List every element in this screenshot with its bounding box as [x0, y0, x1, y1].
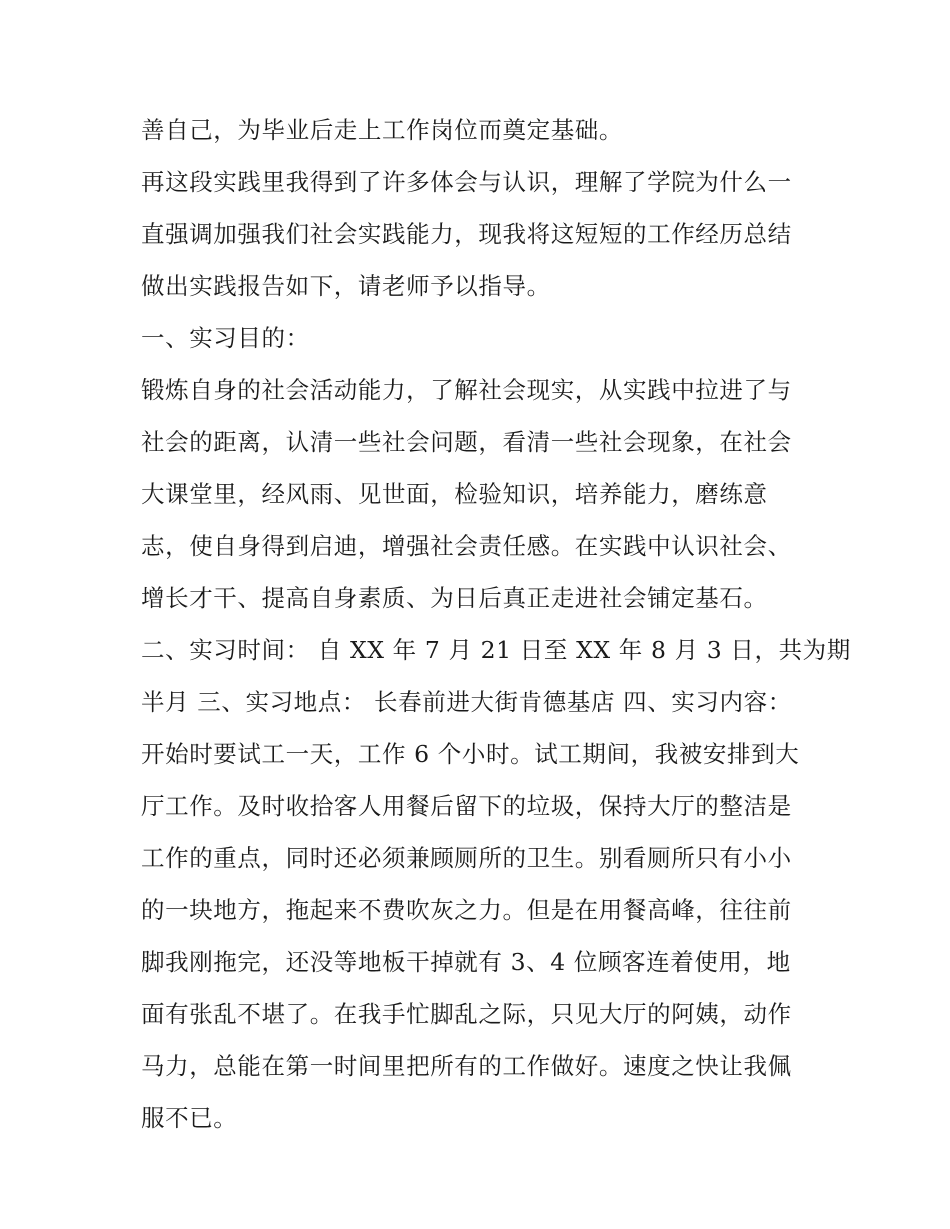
- body-text: [141, 104, 851, 1144]
- section-heading-purpose: 一、实习目的：: [141, 324, 310, 352]
- section-heading-time: 二、实习时间： 自 XX 年 7 月 21 日至 XX 年 8 月 3 日，共为期: [141, 636, 851, 664]
- text-line: 工作的重点，同时还必须兼顾厕所的卫生。别看厕所只有小小: [141, 844, 792, 872]
- text-line: 脚我刚拖完，还没等地板干掉就有 3、4 位顾客连着使用，地: [141, 948, 791, 976]
- text-line: 马力，总能在第一时间里把所有的工作做好。速度之快让我佩: [141, 1052, 792, 1080]
- text-line: 开始时要试工一天，工作 6 个小时。试工期间，我被安排到大: [141, 740, 800, 768]
- section-heading-location-content: 半月 三、实习地点： 长春前进大街肯德基店 四、实习内容：: [141, 688, 792, 716]
- text-line: 厅工作。及时收拾客人用餐后留下的垃圾，保持大厅的整洁是: [141, 792, 792, 820]
- text-line: 面有张乱不堪了。在我手忙脚乱之际，只见大厅的阿姨，动作: [141, 1000, 792, 1028]
- text-line: 锻炼自身的社会活动能力，了解社会现实，从实践中拉进了与: [141, 376, 792, 404]
- text-line: 大课堂里，经风雨、见世面，检验知识，培养能力，磨练意: [141, 480, 768, 508]
- text-line: 志，使自身得到启迪，增强社会责任感。在实践中认识社会、: [141, 532, 792, 560]
- text-line: 增长才干、提高自身素质、为日后真正走进社会铺定基石。: [141, 584, 768, 612]
- text-line: 的一块地方，拖起来不费吹灰之力。但是在用餐高峰，往往前: [141, 896, 792, 924]
- text-line: 善自己，为毕业后走上工作岗位而奠定基础。: [141, 116, 623, 144]
- text-line: 做出实践报告如下，请老师予以指导。: [141, 272, 551, 300]
- text-line: 直强调加强我们社会实践能力，现我将这短短的工作经历总结: [141, 220, 792, 248]
- text-line: 社会的距离，认清一些社会问题，看清一些社会现象，在社会: [141, 428, 792, 456]
- text-line: 服不已。: [141, 1104, 238, 1132]
- text-line: 再这段实践里我得到了许多体会与认识，理解了学院为什么一: [141, 168, 792, 196]
